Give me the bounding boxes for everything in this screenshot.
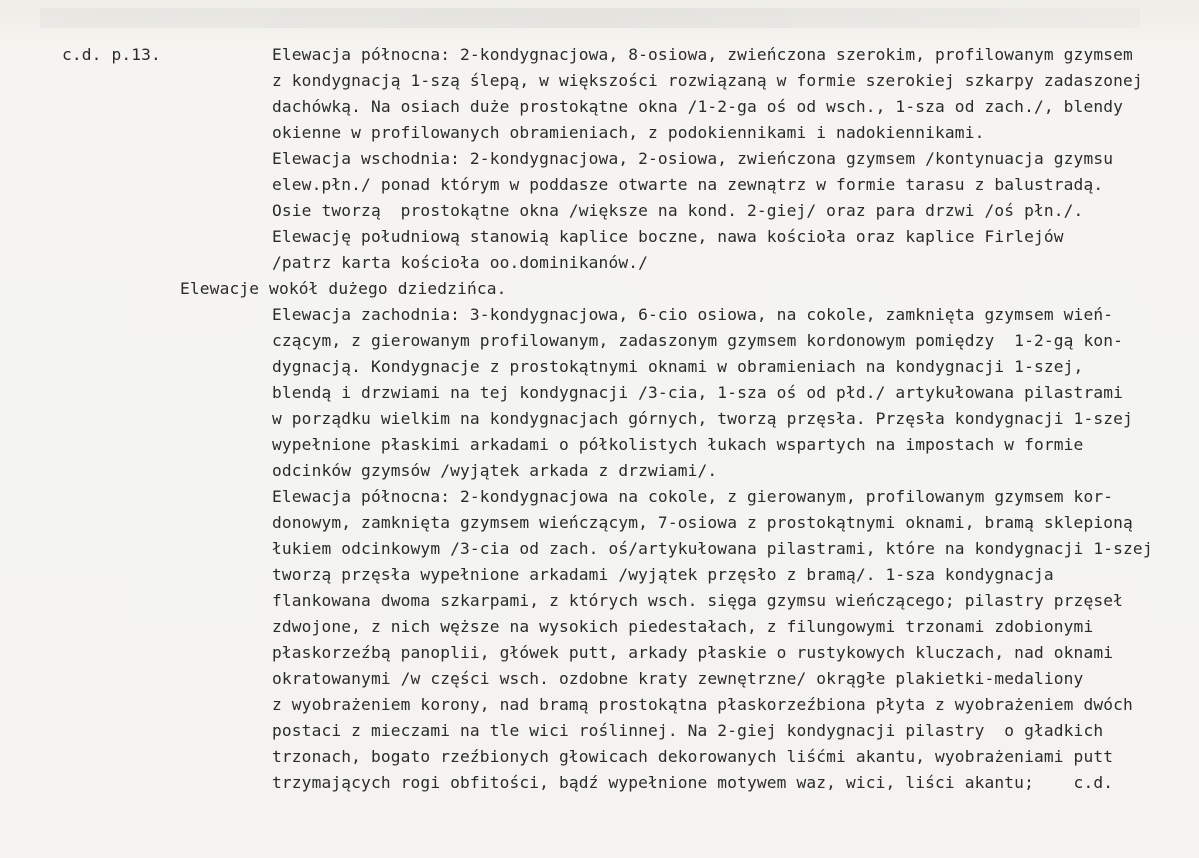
text-line: wypełnione płaskimi arkadami o półkolistych łukach wspartych na impostach w formie — [272, 435, 1084, 454]
text-line: Elewację południową stanowią kaplice boczne, nawa kościoła oraz kaplice Firlejów — [272, 227, 1064, 246]
text-line: trzymających rogi obfitości, bądź wypełnione motywem waz, wici, liści akantu; c.d. — [272, 773, 1114, 792]
text-line: łukiem odcinkowym /3-cia od zach. oś/artykułowana pilastrami, które na kondygnacji 1-szej — [272, 539, 1153, 558]
text-line: zdwojone, z nich węższe na wysokich piedestałach, z filungowymi trzonami zdobionymi — [272, 617, 1094, 636]
text-line: dygnacją. Kondygnacje z prostokątnymi oknami w obramieniach na kondygnacji 1-szej, — [272, 357, 1084, 376]
text-line: blendą i drzwiami na tej kondygnacji /3-cia, 1-sza oś od płd./ artykułowana pilastrami — [272, 383, 1124, 402]
text-line: Osie tworzą prostokątne okna /większe na kond. 2-giej/ oraz para drzwi /oś płn./. — [272, 201, 1084, 220]
text-line: płaskorzeźbą panoplii, główek putt, arkady płaskie o rustykowych kluczach, nad oknami — [272, 643, 1114, 662]
text-line: Elewacja zachodnia: 3-kondygnacjowa, 6-cio osiowa, na cokole, zamknięta gzymsem wień- — [272, 305, 1114, 324]
text-line: postaci z mieczami na tle wici roślinnej. Na 2-giej kondygnacji pilastry o gładkich — [272, 721, 1104, 740]
text-line: flankowana dwoma szkarpami, z których wsch. sięga gzymsu wieńczącego; pilastry przęseł — [272, 591, 1124, 610]
text-line: tworzą przęsła wypełnione arkadami /wyjątek przęsło z bramą/. 1-sza kondygnacja — [272, 565, 1054, 584]
text-line: okienne w profilowanych obramieniach, z podokiennikami i nadokiennikami. — [272, 123, 985, 142]
text-line: Elewacja północna: 2-kondygnacjowa na cokole, z gierowanym, profilowanym gzymsem kor- — [272, 487, 1114, 506]
text-line: trzonach, bogato rzeźbionych głowicach dekorowanych liśćmi akantu, wyobrażeniami putt — [272, 747, 1114, 766]
text-line: dachówką. Na osiach duże prostokątne okna /1-2-ga oś od wsch., 1-sza od zach./, blendy — [272, 97, 1124, 116]
text-line: w porządku wielkim na kondygnacjach górnych, tworzą przęsła. Przęsła kondygnacji 1-szej — [272, 409, 1133, 428]
scan-smudge — [40, 8, 1140, 28]
text-line: /patrz karta kościoła oo.dominikanów./ — [272, 253, 649, 272]
text-line: odcinków gzymsów /wyjątek arkada z drzwiami/. — [272, 461, 718, 480]
text-line: Elewacja wschodnia: 2-kondygnacjowa, 2-osiowa, zwieńczona gzymsem /kontynuacja gzymsu — [272, 149, 1114, 168]
section-heading: Elewacje wokół dużego dziedzińca. — [180, 279, 507, 298]
text-line: donowym, zamknięta gzymsem wieńczącym, 7-osiowa z prostokątnymi oknami, bramą sklepioną — [272, 513, 1133, 532]
text-line: Elewacja północna: 2-kondygnacjowa, 8-osiowa, zwieńczona szerokim, profilowanym gzymsem — [272, 45, 1133, 64]
text-line: z kondygnacją 1-szą ślepą, w większości rozwiązaną w formie szerokiej szkarpy zadaszonej — [272, 71, 1143, 90]
page-reference: c.d. p.13. — [62, 45, 161, 64]
text-line: okratowanymi /w części wsch. ozdobne kraty zewnętrzne/ okrągłe plakietki-medaliony — [272, 669, 1084, 688]
text-line: elew.płn./ ponad którym w poddasze otwarte na zewnątrz w formie tarasu z balustradą. — [272, 175, 1104, 194]
text-line: czącym, z gierowanym profilowanym, zadaszonym gzymsem kordonowym pomiędzy 1-2-gą kon- — [272, 331, 1124, 350]
text-line: z wyobrażeniem korony, nad bramą prostokątna płaskorzeźbiona płyta z wyobrażeniem dwóch — [272, 695, 1133, 714]
